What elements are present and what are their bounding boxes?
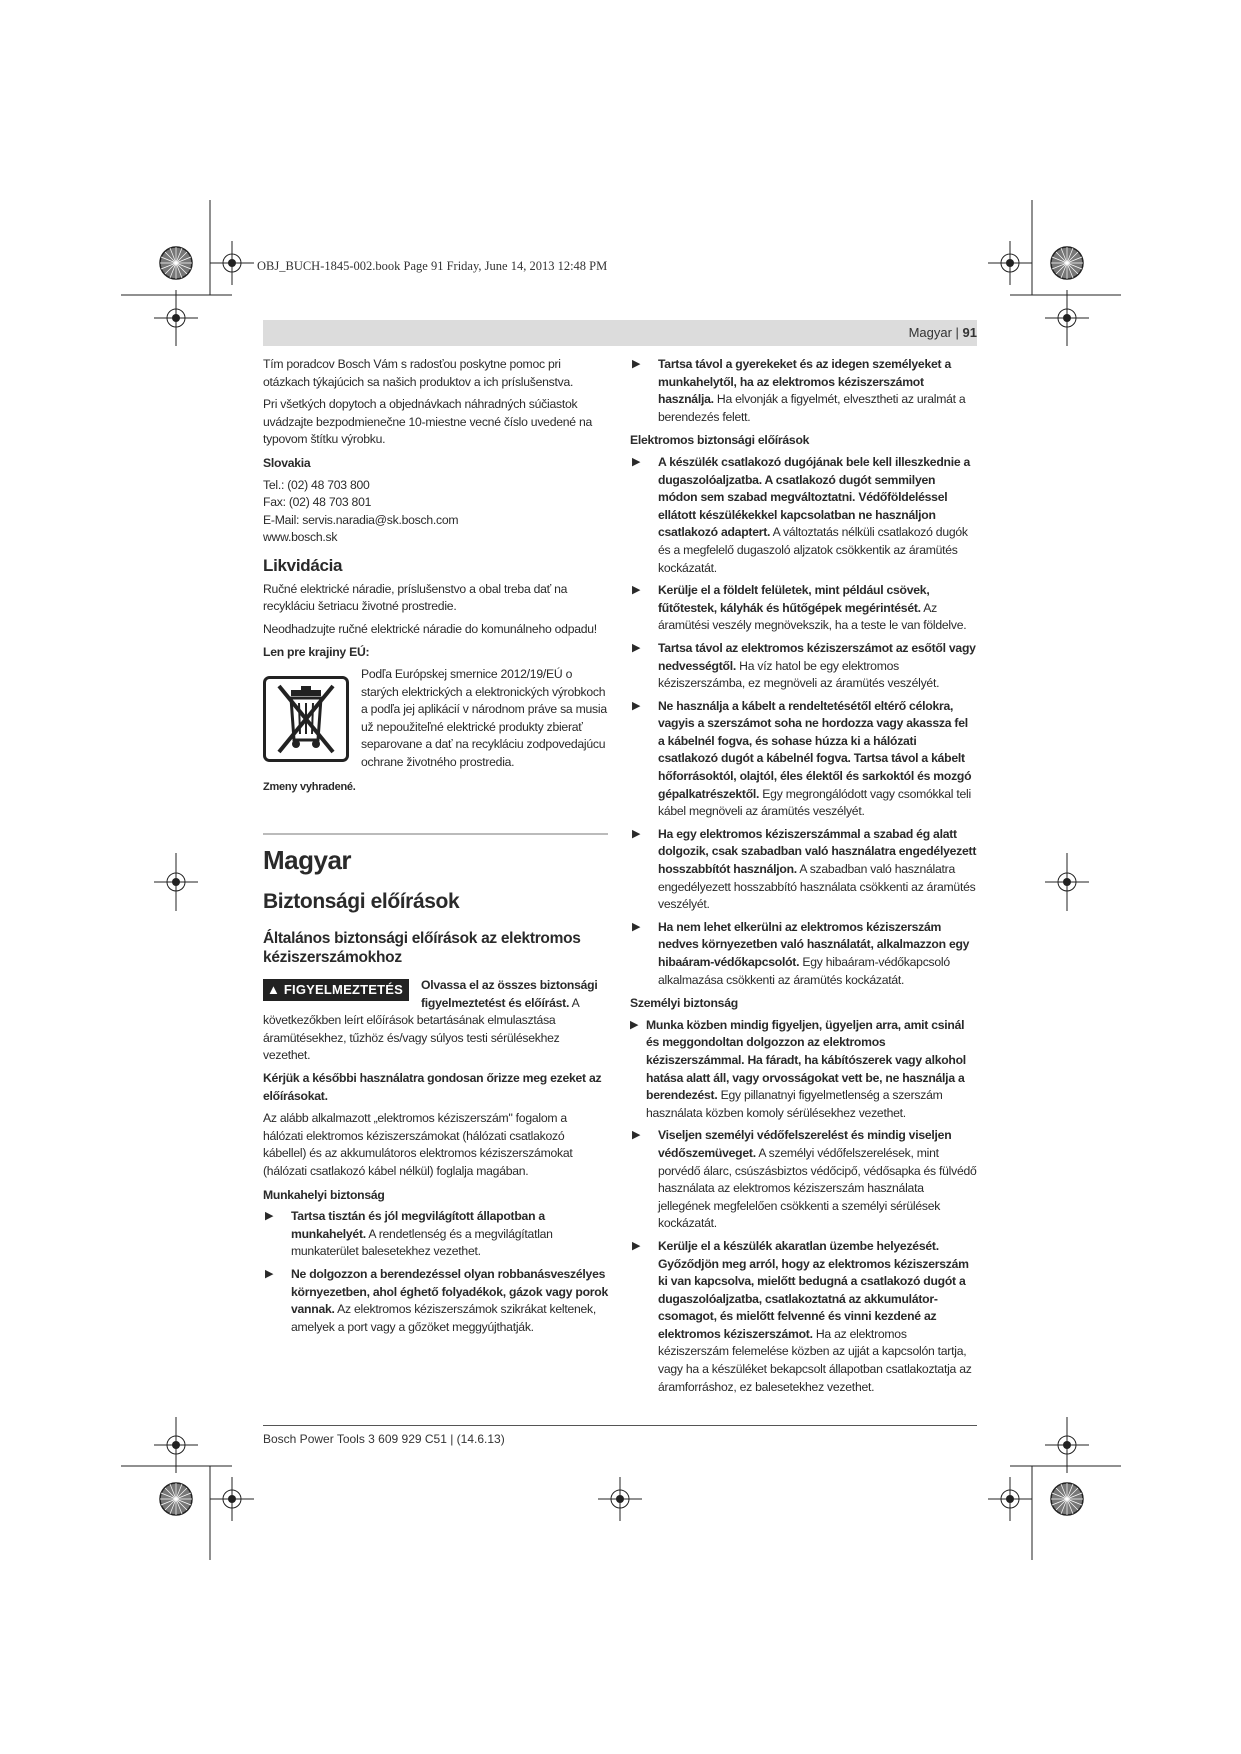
- bullet-bold: Viseljen személyi védőfelszerelést és mindig viseljen védőszemüveget.: [658, 1128, 952, 1160]
- bullet-bold: Ha egy elektromos kéziszerszámmal a szabad ég alatt dolgozik, csak szabadban való használatra engedélyezett hosszabbítót használjon.: [658, 826, 977, 877]
- registration-mark-icon: [1051, 247, 1083, 279]
- electrical-safety-heading: Elektromos biztonsági előírások: [630, 433, 810, 448]
- warning-badge: [263, 979, 409, 1001]
- warning-triangle-icon: ▲: [267, 982, 281, 998]
- warning-bold: Olvassa el az összes biztonsági figyelmeztetést és előírást.: [420, 978, 598, 1010]
- bullet-triangle-icon: ▶: [632, 455, 641, 468]
- registration-mark-icon: [1051, 1483, 1083, 1515]
- phone: Tel.: (02) 48 703 800: [263, 477, 370, 492]
- header-bar: [263, 320, 977, 346]
- bullet-bold: Ne dolgozzon a berendezéssel olyan robbanásveszélyes környezetben, ahol éghető folyadékok, gázok vagy porok vannak.: [291, 1266, 608, 1317]
- bullet-item: [630, 919, 977, 989]
- bullet-item: [630, 1127, 977, 1233]
- eu-block: [263, 666, 608, 772]
- crosshair-icon: [988, 1477, 1032, 1521]
- bullet-triangle-icon: ▶: [632, 358, 641, 370]
- bullet-item: [630, 454, 977, 577]
- bullet-triangle-icon: ▶: [632, 1129, 641, 1142]
- bullet-triangle-icon: ▶: [265, 1267, 274, 1280]
- warning-badge-label: FIGYELMEZTETÉS: [283, 982, 403, 998]
- bullet-bold: Kerülje el a földelt felületek, mint például csövek, fűtőtestek, kályhák és hűtőgépek megérintését.: [658, 583, 930, 615]
- email-address: E-Mail: servis.naradia@sk.bosch.com: [263, 512, 459, 527]
- bullet-text: A rendetlenség és a megvilágítatlan munkaterület balesetekhez vezethet.: [291, 1226, 553, 1259]
- bullet-text: A szabadban való használatra engedélyezett hosszabbító használata csökkenti az áramütés veszélyét.: [658, 862, 976, 912]
- bullet-text: Az áramütési veszély megnövekszik, ha a teste le van földelve.: [658, 600, 967, 633]
- bullet-text: A személyi védőfelszerelések, mint porvédő álarc, csúszásbiztos védőcipő, védősapka és fülvédő használata az elektromos kéziszerszám használata jellegének megfelelően csökkenti a személyi sérülések kockázatát.: [658, 1145, 977, 1231]
- keep-instructions: Kérjük a későbbi használatra gondosan őrizze meg ezeket az előírásokat.: [263, 1071, 602, 1103]
- bullet-text: Ha elvonják a figyelmét, elvesztheti az uralmát a berendezés felett.: [658, 392, 966, 424]
- language-heading: Magyar: [263, 845, 352, 876]
- registration-mark-icon: [160, 247, 192, 279]
- paragraph: Pri všetkých dopytoch a objednávkach náhradných súčiastok uvádzajte bezpodmienečne 10-miestne vecné číslo uvedené na typovom štítku výrobku.: [263, 397, 593, 447]
- bullet-bold: Munka közben mindig figyeljen, ügyeljen arra, amit csinál és meggondoltan dolgozzon az elektromos kéziszerszámmal. Ha fáradt, ha kábítószerek vagy alkohol hatása alatt áll, vagy orvosságokat vett be, ne használja a berendezést.: [646, 1017, 966, 1103]
- bullet-item: [630, 640, 977, 693]
- warning-text: A következőkben leírt előírások betartásának elmulasztása áramütésekhez, tűzhöz és/vagy súlyos testi sérülésekhez vezethet.: [263, 995, 579, 1063]
- bullet-item: [630, 356, 977, 426]
- bullet-triangle-icon: ▶: [632, 827, 641, 840]
- section-divider: [263, 833, 608, 835]
- bullet-triangle-icon: ▶: [632, 641, 641, 654]
- bullet-bold: Tartsa távol a gyerekeket és az idegen személyeket a munkahelytől, ha az elektromos kéziszerszámot használja.: [658, 357, 951, 407]
- country-heading: Slovakia: [263, 455, 311, 470]
- bullet-text: Ha az elektromos kéziszerszám felemelése közben az ujját a kapcsolón tartja, vagy ha a készüléket bekapcsolt állapotban csatlakoztatja az áramforráshoz, ez balesetekhez vezethet.: [658, 1326, 972, 1394]
- paragraph: Neodhadzujte ručné elektrické náradie do komunálneho odpadu!: [263, 621, 597, 636]
- bullet-text: A változtatás nélküli csatlakozó dugók és a megfelelő dugaszoló aljzatok csökkentik az áramütés kockázatát.: [658, 525, 968, 575]
- page-number: 91: [962, 325, 977, 340]
- bullet-item: [263, 1208, 608, 1261]
- fax: Fax: (02) 48 703 801: [263, 495, 372, 510]
- bullet-bold: Kerülje el a készülék akaratlan üzembe helyezését. Győződjön meg arról, hogy az elektromos kéziszerszám ki van kapcsolva, mielőtt bedugná a csatlakozó dugót a dugaszolóaljzatba, csatlakoztatná az akkumulátor-csomagot, és mielőtt felvenné és vinni kezdené az elektromos kéziszerszámot.: [658, 1238, 969, 1341]
- disposal-heading: Likvidácia: [263, 555, 343, 575]
- general-safety-heading: Általános biztonsági előírások az elektromos kéziszerszámokhoz: [263, 930, 581, 967]
- bullet-bold: Tartsa távol az elektromos kéziszerszámot az esőtől vagy nedvességtől.: [658, 640, 976, 673]
- bullet-text: Egy megrongálódott vagy csomókkal teli kábel megnöveli az áramütés veszélyét.: [658, 786, 971, 819]
- bullet-triangle-icon: ▶: [632, 699, 641, 712]
- bullet-item: [630, 698, 977, 821]
- bullet-text: Az elektromos kéziszerszámok szikrákat keltenek, amelyek a port vagy a gőzöket meggyújthatják.: [291, 1302, 597, 1334]
- website: www.bosch.sk: [263, 530, 338, 545]
- eu-heading: Len pre krajiny EÚ:: [263, 645, 370, 660]
- work-area-heading: Munkahelyi biztonság: [263, 1187, 385, 1202]
- warning-paragraph: [263, 977, 608, 1065]
- running-head-section: Magyar |: [908, 325, 963, 340]
- bullet-bold: Ne használja a kábelt a rendeltetésétől eltérő célokra, vagyis a szerszámot soha ne hordozza vagy akassza fel a kábelnél fogva, és sohase húzza ki a hálózati csatlakozó dugót a kábelnél fogva. Tartsa távol a kábelt hőforrásoktól, olajtól, éles élektől és sarkoktól és mozgó gépalkatrészektől.: [658, 698, 972, 801]
- left-column: [263, 356, 608, 1341]
- safety-heading: Biztonsági előírások: [263, 890, 460, 914]
- bullet-bold: A készülék csatlakozó dugójának bele kell illeszkednie a dugaszolóaljzatba. A csatlakozó dugót semmilyen módon sem szabad megváltoztatni. Védőföldeléssel ellátott készülékekkel kapcsolatban ne használjon csatlakozó adaptert.: [658, 454, 971, 540]
- running-head: [909, 325, 977, 340]
- print-header: OBJ_BUCH-1845-002.book Page 91 Friday, June 14, 2013 12:48 PM: [257, 259, 608, 273]
- registration-mark-icon: [160, 1483, 192, 1515]
- bullet-bold: Tartsa tisztán és jól megvilágított állapotban a munkahelyét.: [291, 1209, 545, 1241]
- bullet-triangle-icon: ▶: [632, 584, 641, 597]
- weee-bin-icon: [263, 676, 349, 772]
- crosshair-icon: [988, 241, 1032, 285]
- bullet-item: [630, 1238, 977, 1396]
- crosshair-icon: [210, 1477, 254, 1521]
- footer-rule: [263, 1425, 977, 1426]
- bullet-item: [630, 1017, 977, 1123]
- footer: Bosch Power Tools 3 609 929 C51 | (14.6.13): [263, 1432, 505, 1446]
- bullet-triangle-icon: ▶: [632, 920, 641, 933]
- crosshair-icon: [598, 1477, 642, 1521]
- bullet-text: Egy pillanatnyi figyelmetlenség a szerszám használata közben komoly sérülésekhez vezethet.: [646, 1088, 943, 1120]
- changes-reserved: Zmeny vyhradené.: [263, 781, 356, 794]
- bullet-text: Egy hibaáram-védőkapcsoló alkalmazása csökkenti az áramütés kockázatát.: [658, 955, 950, 987]
- paragraph: Az alább alkalmazott „elektromos kéziszerszám" fogalom a hálózati elektromos kéziszerszámokat (hálózati csatlakozó kábellel) és az akkumulátoros elektromos kéziszerszámokat (hálózati csatlakozó kábel nélkül) foglalja magában.: [263, 1111, 573, 1178]
- personal-safety-heading: Személyi biztonság: [630, 996, 738, 1011]
- paragraph: Tím poradcov Bosch Vám s radosťou poskytne pomoc pri otázkach týkajúcich sa našich produktov a ich príslušenstva.: [263, 357, 574, 389]
- bullet-triangle-icon: ▶: [630, 1018, 639, 1031]
- right-column: [630, 356, 977, 1401]
- bullet-triangle-icon: ▶: [265, 1210, 274, 1223]
- bullet-item: [630, 582, 977, 635]
- crosshair-icon: [210, 241, 254, 285]
- bullet-item: [630, 826, 977, 914]
- paragraph: Ručné elektrické náradie, príslušenstvo a obal treba dať na recykláciu šetriacu životné prostredie.: [263, 581, 568, 614]
- bullet-triangle-icon: ▶: [632, 1239, 641, 1252]
- bullet-text: Ha víz hatol be egy elektromos kéziszerszámba, ez megnöveli az áramütés veszélyét.: [658, 658, 940, 691]
- bullet-bold: Ha nem lehet elkerülni az elektromos kéziszerszám nedves környezetben való használatát, alkalmazzon egy hibaáram-védőkapcsolót.: [658, 919, 970, 969]
- eu-text: Podľa Európskej smernice 2012/19/EÚ o starých elektrických a elektronických výrobkoch a podľa jej aplikácií v národnom práve sa musia už nepoužiteľné elektrické produkty zbierať separovane a dať na recykláciu zodpovedajúcu ochrane životného prostredia.: [361, 666, 607, 769]
- bullet-item: [263, 1266, 608, 1336]
